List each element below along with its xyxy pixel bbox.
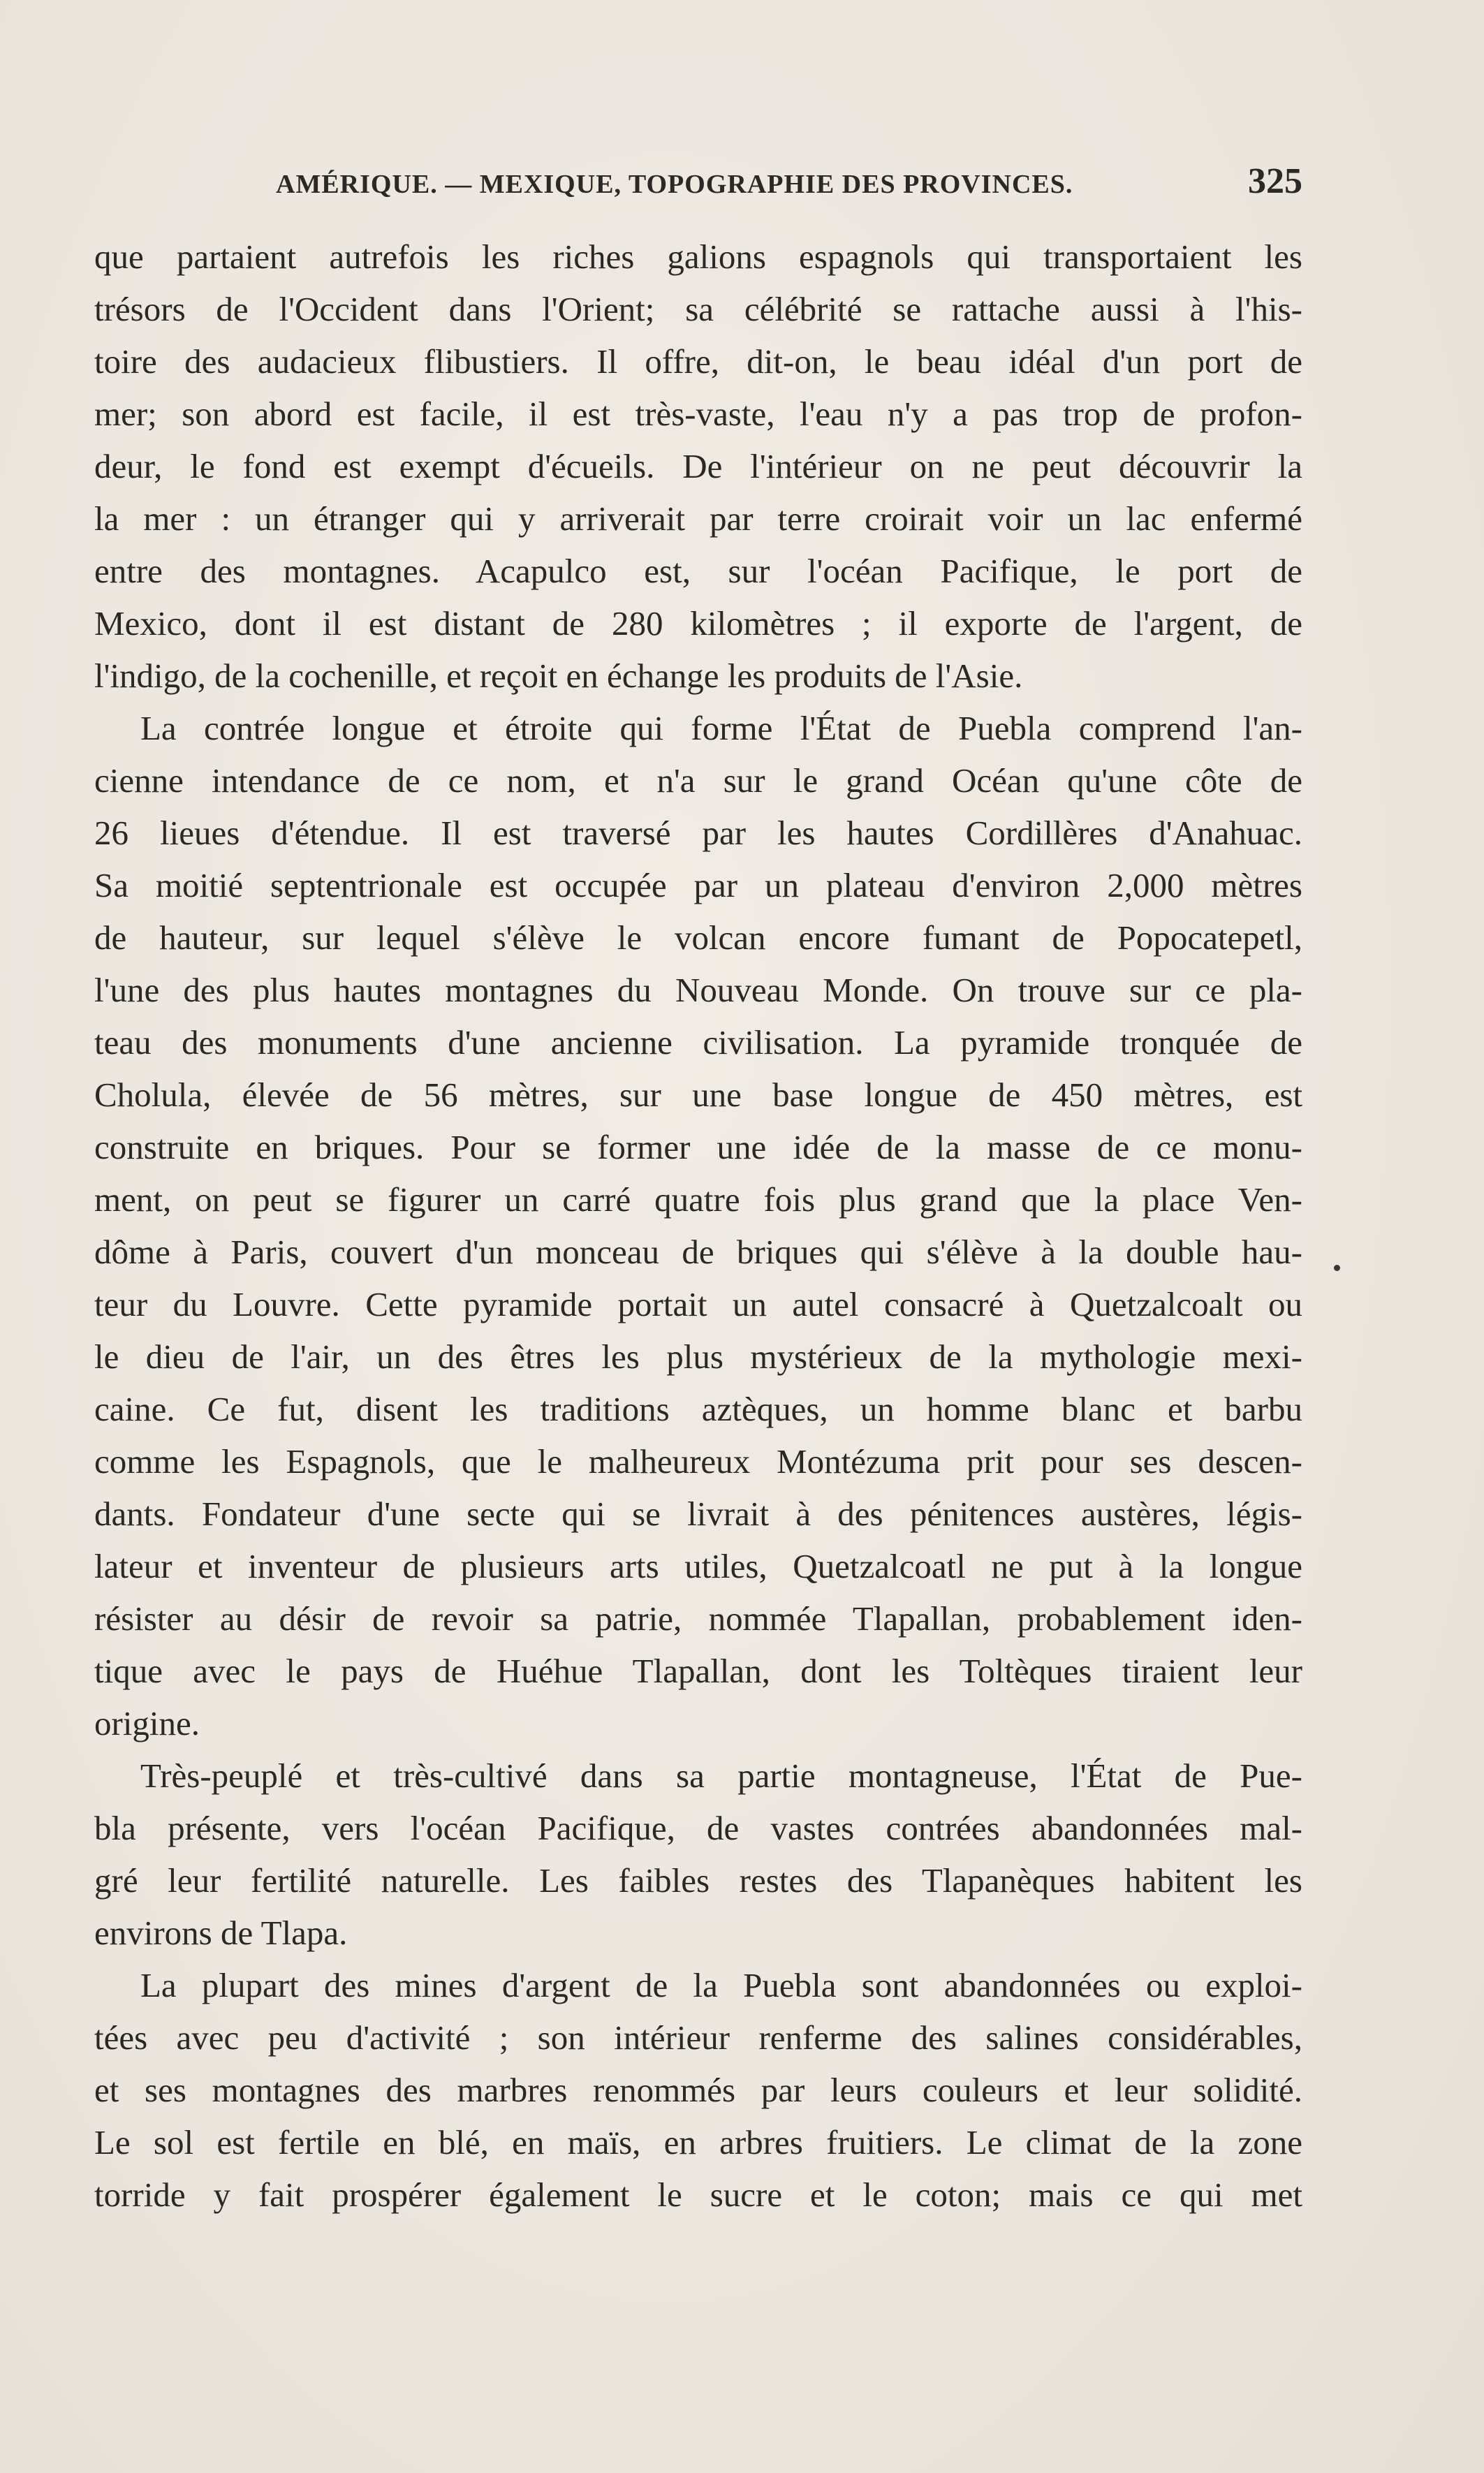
text-line: le dieu de l'air, un des êtres les plus mystérieux de la mythologie mexi- <box>94 1337 1302 1376</box>
text-line: torride y fait prospérer également le sucre et le coton; mais ce qui met <box>94 2175 1302 2214</box>
text-line: caine. Ce fut, disent les traditions aztèques, un homme blanc et barbu <box>94 1390 1302 1428</box>
text-line: et ses montagnes des marbres renommés par leurs couleurs et leur solidité. <box>94 2071 1302 2109</box>
text-line: dants. Fondateur d'une secte qui se livrait à des pénitences austères, légis- <box>94 1495 1302 1533</box>
text-line: Cholula, élevée de 56 mètres, sur une base longue de 450 mètres, est <box>94 1076 1302 1114</box>
text-line: ment, on peut se figurer un carré quatre fois plus grand que la place Ven- <box>94 1180 1302 1219</box>
text-line: teur du Louvre. Cette pyramide portait un autel consacré à Quetzalcoalt ou <box>94 1285 1302 1323</box>
text-line: l'indigo, de la cochenille, et reçoit en échange les produits de l'Asie. <box>94 656 1023 695</box>
text-line: 26 lieues d'étendue. Il est traversé par les hautes Cordillères d'Anahuac. <box>94 814 1302 852</box>
text-line: toire des audacieux flibustiers. Il offre, dit-on, le beau idéal d'un port de <box>94 342 1302 381</box>
text-line: entre des montagnes. Acapulco est, sur l'océan Pacifique, le port de <box>94 552 1302 590</box>
running-title: AMÉRIQUE. — MEXIQUE, TOPOGRAPHIE DES PROVINCES. <box>276 170 1073 199</box>
text-line: Très-peuplé et très-cultivé dans sa partie montagneuse, l'État de Pue- <box>140 1756 1302 1795</box>
text-line: Sa moitié septentrionale est occupée par un plateau d'environ 2,000 mètres <box>94 866 1302 904</box>
text-line: mer; son abord est facile, il est très-vaste, l'eau n'y a pas trop de profon- <box>94 395 1302 433</box>
text-line: construite en briques. Pour se former une idée de la masse de ce monu- <box>94 1128 1302 1166</box>
text-line: tique avec le pays de Huéhue Tlapallan, dont les Toltèques tiraient leur <box>94 1652 1302 1690</box>
text-line: Le sol est fertile en blé, en maïs, en arbres fruitiers. Le climat de la zone <box>94 2123 1302 2162</box>
text-line: gré leur fertilité naturelle. Les faibles restes des Tlapanèques habitent les <box>94 1861 1302 1900</box>
text-line: origine. <box>94 1704 200 1742</box>
text-line: teau des monuments d'une ancienne civilisation. La pyramide tronquée de <box>94 1023 1302 1062</box>
text-line: tées avec peu d'activité ; son intérieur renferme des salines considérables, <box>94 2018 1302 2057</box>
text-line: bla présente, vers l'océan Pacifique, de vastes contrées abandonnées mal- <box>94 1809 1302 1847</box>
text-line: résister au désir de revoir sa patrie, nommée Tlapallan, probablement iden- <box>94 1599 1302 1638</box>
text-line: lateur et inventeur de plusieurs arts utiles, Quetzalcoatl ne put à la longue <box>94 1547 1302 1585</box>
text-line: dôme à Paris, couvert d'un monceau de briques qui s'élève à la double hau- <box>94 1233 1302 1271</box>
margin-ink-dot <box>1334 1265 1340 1271</box>
page-number: 325 <box>1248 161 1302 201</box>
text-line: la mer : un étranger qui y arriverait par terre croirait voir un lac enfermé <box>94 499 1302 538</box>
text-line: La plupart des mines d'argent de la Puebla sont abandonnées ou exploi- <box>140 1966 1302 2004</box>
body-text <box>94 230 1302 2221</box>
text-line: trésors de l'Occident dans l'Orient; sa célébrité se rattache aussi à l'his- <box>94 290 1302 328</box>
text-line: La contrée longue et étroite qui forme l'État de Puebla comprend l'an- <box>140 709 1302 747</box>
text-line: environs de Tlapa. <box>94 1914 348 1952</box>
text-line: l'une des plus hautes montagnes du Nouveau Monde. On trouve sur ce pla- <box>94 971 1302 1009</box>
text-line: comme les Espagnols, que le malheureux Montézuma prit pour ses descen- <box>94 1442 1302 1481</box>
text-line: Mexico, dont il est distant de 280 kilomètres ; il exporte de l'argent, de <box>94 604 1302 643</box>
text-line: deur, le fond est exempt d'écueils. De l'intérieur on ne peut découvrir la <box>94 447 1302 485</box>
running-head <box>276 161 1302 210</box>
text-line: de hauteur, sur lequel s'élève le volcan encore fumant de Popocatepetl, <box>94 918 1302 957</box>
text-line: cienne intendance de ce nom, et n'a sur le grand Océan qu'une côte de <box>94 761 1302 800</box>
text-line: que partaient autrefois les riches galions espagnols qui transportaient les <box>94 237 1302 276</box>
